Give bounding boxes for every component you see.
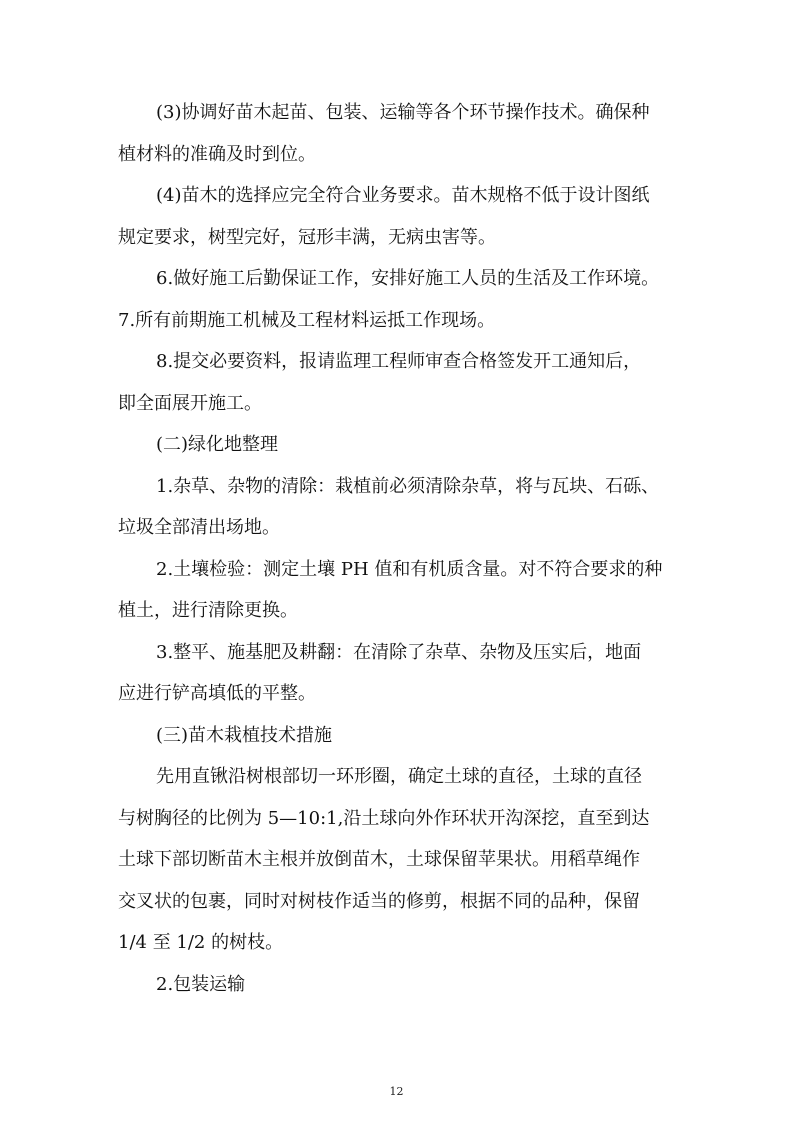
section-heading: (二)绿化地整理 [156,434,279,455]
text-line: 7.所有前期施工机械及工程材料运抵工作现场。 [118,309,496,331]
text-line: 1/4 至 1/2 的树枝。 [118,932,284,953]
text-line: 规定要求，树型完好，冠形丰满，无病虫害等。 [118,226,496,248]
page-number: 12 [389,1085,404,1098]
text-line: 即全面展开施工。 [118,392,262,414]
text-line: 植材料的准确及时到位。 [118,143,316,165]
text-line: 交叉状的包裹，同时对树枝作适当的修剪，根据不同的品种，保留 [118,890,640,912]
section-heading: 2.包装运输 [156,973,246,995]
document-body [118,92,670,1005]
text-line: 先用直锹沿树根部切一环形圈，确定土球的直径，土球的直径 [156,766,642,787]
text-line: 垃圾全部清出场地。 [118,517,280,538]
text-line: 1.杂草、杂物的清除：栽植前必须清除杂草，将与瓦块、石砾、 [156,475,660,497]
text-line: (4)苗木的选择应完全符合业务要求。苗木规格不低于设计图纸 [156,185,650,206]
text-line: 3.整平、施基肥及耕翻：在清除了杂草、杂物及压实后，地面 [156,641,642,663]
text-line: 6.做好施工后勤保证工作，安排好施工人员的生活及工作环境。 [156,268,660,289]
text-line: 植土，进行清除更换。 [118,600,298,621]
text-line: 应进行铲高填低的平整。 [118,683,316,704]
text-line: 土球下部切断苗木主根并放倒苗木，土球保留苹果状。用稻草绳作 [118,849,640,870]
text-line: 8.提交必要资料，报请监理工程师审查合格签发开工通知后， [156,351,642,372]
section-heading: (三)苗木栽植技术措施 [156,724,333,746]
text-line: (3)协调好苗木起苗、包装、运输等各个环节操作技术。确保种 [156,102,650,123]
text-line: 与树胸径的比例为 5—10:1,沿土球向外作环状开沟深挖，直至到达 [118,807,650,829]
text-line: 2.土壤检验：测定土壤 PH 值和有机质含量。对不符合要求的种 [156,558,663,580]
